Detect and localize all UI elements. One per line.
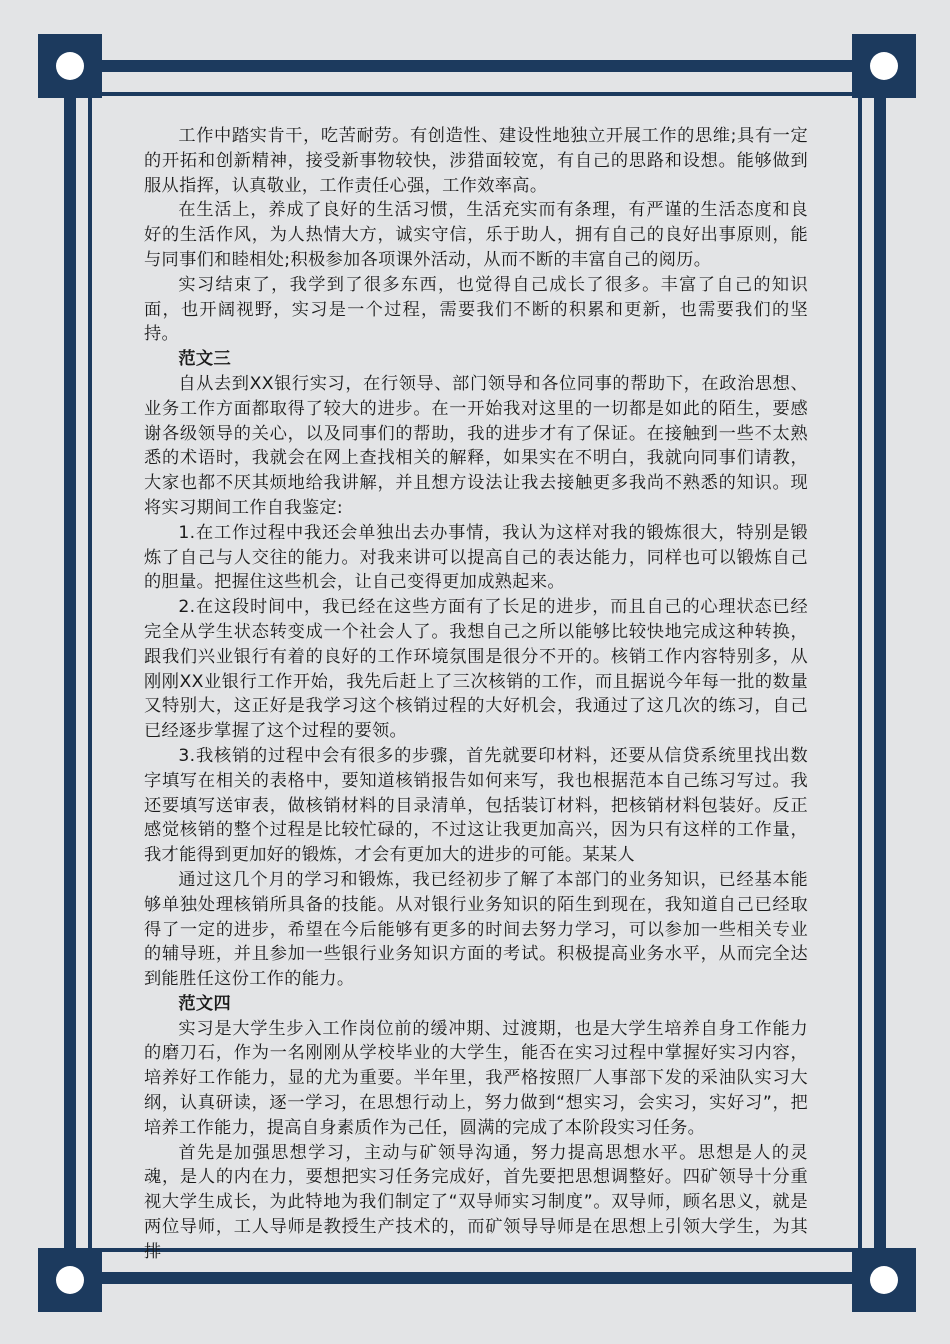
paragraph: 自从去到XX银行实习，在行领导、部门领导和各位同事的帮助下，在政治思想、业务工作方面都取得了较大的进步。在一开始我对这里的一切都是如此的陌生，要感谢各级领导的关心，以及同事们的帮助，我的进步才有了保证。在接触到一些不太熟悉的术语时，我就会在网上查找相关的解释，如果实在不明白，我就向同事们请教，大家也都不厌其烦地给我讲解，并且想方设法让我去接触更多我尚不熟悉的知识。现将实习期间工作自我鉴定: [144,373,808,518]
paragraph: 2.在这段时间中，我已经在这些方面有了长足的进步，而且自己的心理状态已经完全从学生状态转变成一个社会人了。我想自己之所以能够比较快地完成这种转换，跟我们兴业银行有着的良好的工作环境氛围是很分不开的。核销工作内容特别多，从刚刚XX业银行工作开始，我先后赶上了三次核销的工作，而且据说今年每一批的数量又特别大，这正好是我学习这个核销过程的大好机会，我通过了这几次的练习，自己已经逐步掌握了这个过程的要领。 [144,597,808,742]
paragraph: 通过这几个月的学习和锻炼，我已经初步了解了本部门的业务知识，已经基本能够单独处理核销所具备的技能。从对银行业务知识的陌生到现在，我知道自己已经取得了一定的进步，希望在今后能够有更多的时间去努力学习，可以参加一些相关专业的辅导班，并且参加一些银行业务知识方面的考试。积极提高业务水平，从而完全达到能胜任这份工作的能力。 [144,869,808,990]
paragraph: 实习结束了，我学到了很多东西，也觉得自己成长了很多。丰富了自己的知识面，也开阔视野，实习是一个过程，需要我们不断的积累和更新，也需要我们的坚持。 [144,274,808,345]
document-body [144,124,808,1265]
frame-border-top [66,60,884,72]
frame-inner-line-left [88,96,92,1248]
paragraph: 实习是大学生步入工作岗位前的缓冲期、过渡期，也是大学生培养自身工作能力的磨刀石，作为一名刚刚从学校毕业的大学生，能否在实习过程中掌握好实习内容，培养好工作能力，显的尤为重要。半年里，我严格按照厂人事部下发的采油队实习大纲，认真研读，逐一学习，在思想行动上，努力做到“想实习，会实习，实好习”，把培养工作能力，提高自身素质作为己任，圆满的完成了本阶段实习任务。 [144,1018,808,1138]
paragraph: 1.在工作过程中我还会单独出去办事情，我认为这样对我的锻炼很大，特别是锻炼了自己与人交往的能力。对我来讲可以提高自己的表达能力，同样也可以锻炼自己的胆量。把握住这些机会，让自己变得更加成熟起来。 [144,522,808,593]
frame-inner-line-top [92,92,858,96]
frame-border-right [874,66,886,1278]
frame-border-bottom [66,1272,884,1284]
section-heading-4: 范文四 [178,993,232,1014]
paragraph: 工作中踏实肯干，吃苦耐劳。有创造性、建设性地独立开展工作的思维;具有一定的开拓和创新精神，接受新事物较快，涉猎面较宽，有自己的思路和设想。能够做到服从指挥，认真敬业，工作责任心强，工作效率高。 [144,126,808,196]
paragraph: 首先是加强思想学习，主动与矿领导沟通，努力提高思想水平。思想是人的灵魂，是人的内在力，要想把实习任务完成好，首先要把思想调整好。四矿领导十分重视大学生成长，为此特地为我们制定了“双导师实习制度”。双导师，顾名思义，就是两位导师，工人导师是教授生产技术的，而矿领导导师是在思想上引领大学生，为其排 [144,1142,808,1262]
corner-ornament-bottom-right [852,1248,916,1312]
corner-ornament-top-right [852,34,916,98]
frame-inner-line-right [858,96,862,1248]
corner-ornament-top-left [38,34,102,98]
frame-border-left [64,66,76,1278]
paragraph: 3.我核销的过程中会有很多的步骤，首先就要印材料，还要从信贷系统里找出数字填写在相关的表格中，要知道核销报告如何来写，我也根据范本自己练习写过。我还要填写送审表，做核销材料的目录清单，包括装订材料，把核销材料包装好。反正感觉核销的整个过程是比较忙碌的，不过这让我更加高兴，因为只有这样的工作量，我才能得到更加好的锻炼，才会有更加大的进步的可能。某某人 [144,745,808,866]
corner-ornament-bottom-left [38,1248,102,1312]
section-heading-3: 范文三 [178,349,232,370]
paragraph: 在生活上，养成了良好的生活习惯，生活充实而有条理，有严谨的生活态度和良好的生活作风，为人热情大方，诚实守信，乐于助人，拥有自己的良好出事原则，能与同事们和睦相处;积极参加各项课外活动，从而不断的丰富自己的阅历。 [144,200,808,270]
